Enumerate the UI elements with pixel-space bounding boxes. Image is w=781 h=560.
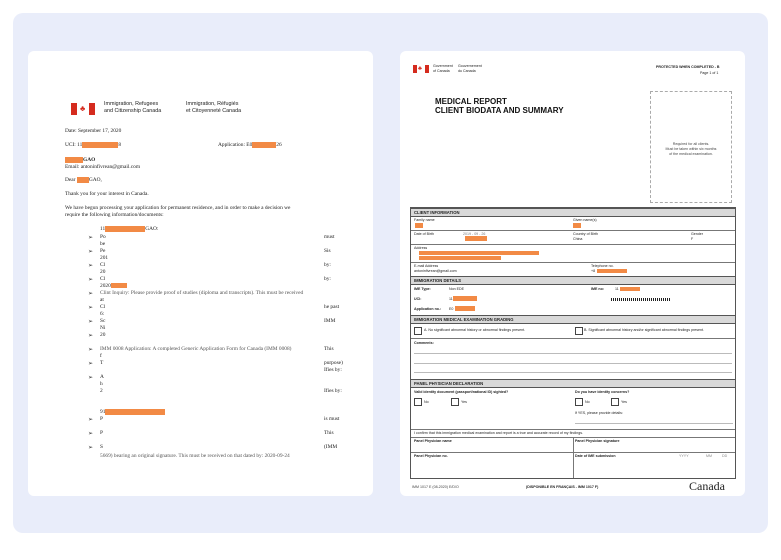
application-no-value: E0: [449, 307, 454, 311]
no-label: No: [585, 400, 590, 404]
list-item: T: [100, 360, 104, 366]
list-item-tail: purpose): [324, 360, 343, 366]
list-item: Cl: [100, 262, 106, 268]
no-label: No: [424, 400, 429, 404]
barcode: [611, 298, 671, 301]
telephone-label: Telephone no.: [591, 264, 614, 268]
list-item: Pe: [100, 248, 106, 254]
grade-a-label: A. No significant abnormal history or abnormal findings present.: [424, 328, 526, 332]
thank-you-line: Thank you for your interest in Canada.: [65, 191, 149, 197]
list-item-tail: Ifies by:: [324, 367, 342, 373]
protected-label: PROTECTED WHEN COMPLETED - B: [656, 65, 720, 69]
list-item: Sc: [100, 318, 106, 324]
grading-header: IMMIGRATION MEDICAL EXAMINATION GRADING: [411, 315, 735, 324]
ime-submission-date-label: Date of IME submission: [575, 454, 616, 458]
form-body: [410, 207, 736, 479]
grade-b-label: B. Significant abnormal history and/or significant abnormal findings present.: [584, 328, 705, 332]
ime-type-value: Non EDE: [449, 287, 464, 291]
country-birth-value: China: [573, 237, 583, 241]
yes-label: Yes: [461, 400, 467, 404]
list-fragment: Ni: [100, 325, 106, 331]
list-item: IMM 0008 Application: A completed Generic Application Form for Canada (IMM 0008): [100, 346, 292, 352]
dob-label: Date of Birth: [414, 232, 434, 236]
ime-no-label: IME no:: [591, 287, 604, 291]
client-info-header: CLIENT INFORMATION: [411, 208, 735, 217]
panel-declaration-header: PANEL PHYSICIAN DECLARATION: [411, 379, 735, 388]
date-format-day: DD: [722, 454, 728, 458]
list-fragment: 2020: [100, 283, 127, 289]
valid-id-yes-checkbox[interactable]: [451, 398, 459, 406]
list-fragment: f: [100, 353, 102, 359]
grade-b-checkbox[interactable]: [575, 327, 583, 335]
page-number: Page 1 of 1: [700, 71, 719, 75]
salutation: Dear GAO,: [65, 177, 102, 184]
canada-flag-icon: ♣: [71, 103, 95, 115]
date-format-year: YYYY: [679, 454, 689, 458]
concerns-no-checkbox[interactable]: [575, 398, 583, 406]
grade-a-checkbox[interactable]: [414, 327, 422, 335]
list-fragment: at: [100, 297, 104, 303]
ime-no-value: 11: [615, 287, 619, 291]
uci-line: UCI: 11 8: [65, 142, 122, 149]
canada-flag-icon: ♣: [413, 65, 429, 73]
email-label: E-mail Address: [414, 264, 439, 268]
list-fragment: be: [100, 241, 106, 247]
valid-id-question: Valid identity document (passport/national ID) sighted?: [414, 390, 509, 394]
dob-value: 2019 - 09 - 26: [463, 232, 486, 236]
yes-label: Yes: [621, 400, 627, 404]
intro-paragraph: We have begun processing your application for permanent residence, and in order to make a decision we require the following information/documents:: [65, 205, 291, 218]
list-fragment: 5669) bearing an original signature. This must be received on that dated by: 2020-09-24: [100, 453, 290, 459]
list-fragment: 20: [100, 332, 106, 338]
agency-name-fr: Immigration, Réfugiés et Citoyenneté Canada: [186, 101, 242, 114]
list-item-tail: must: [324, 234, 335, 240]
physician-no-label: Panel Physician no.: [414, 454, 448, 458]
ircc-letter-page: ♣ Immigration, Refugees and Citizenship Canada Immigration, Réfugiés et Citoyenneté Canada Date: September 17, 2020 UCI: 11 8 Application: E0 26 GAO Email: antoninfivrean@gmail.com Dear GAO, Thank you for your interest in Canada. We have begun processing your application for permanent residence, and in order to make a decision we require the following information/documents: 11 GAO: ➢ Po must be ➢ Pe Sis 201 ➢ Cl by: 20 ➢ Cl by: 2020 ➢ Clint Inquiry: Please provide proof of studies (diploma and transcripts). This must be received at ➢ Cl he past 6: ➢ Sc IMM Ni ➢ 20 ➢ IMM 0008 Application: A completed Generic Application Form for Canada (IMM 0008) This f ➢ T purpose) Ifies by: ➢ A Ifies by: h 2 91 ➢ P is must ➢ P This ➢ S (IMM 5669) bearing an original signature. This must be received on that dated by: 2020-09-24: [28, 51, 373, 496]
gender-value: F: [691, 237, 694, 241]
list-item-tail: he past: [324, 304, 340, 310]
immigration-header: IMMIGRATION DETAILS: [411, 276, 735, 285]
recipient-name: GAO: [65, 157, 95, 163]
list-item: P: [100, 430, 103, 436]
country-birth-label: Country of Birth: [573, 232, 598, 236]
list-fragment: 6:: [100, 311, 105, 317]
concerns-yes-checkbox[interactable]: [611, 398, 619, 406]
recipient-email: Email: antoninfivrean@gmail.com: [65, 164, 141, 170]
list-fragment: 20: [100, 269, 106, 275]
list-item-tail: This: [324, 430, 334, 436]
list-item: Cl: [100, 276, 106, 282]
if-yes-label: If YES, please provide details:: [575, 411, 623, 415]
date-format-month: MM: [706, 454, 712, 458]
physician-signature-label: Panel Physician signature: [575, 439, 620, 443]
medical-report-page: [400, 51, 745, 496]
uci-label: UCI:: [414, 297, 422, 301]
list-fragment: 2: [100, 388, 103, 394]
list-item: Po: [100, 234, 106, 240]
comments-label: Comments:: [414, 341, 434, 345]
list-item: S: [100, 444, 103, 450]
telephone-value: +8: [591, 269, 596, 273]
uci-value: 11: [449, 297, 453, 301]
list-fragment: h: [100, 381, 103, 387]
list-item-tail: Ifies by:: [324, 388, 342, 394]
french-availability-note: (DISPONIBLE EN FRANÇAIS - IMM 1017 F): [526, 485, 599, 489]
application-line: Application: E0 26: [218, 142, 282, 149]
list-item-tail: by:: [324, 276, 331, 282]
list-item: P: [100, 416, 103, 422]
photo-box: Required for all clients. Must be taken within six months of the medical examination.: [650, 91, 732, 203]
email-value: antoninfivrean@gmail.com: [414, 269, 457, 273]
list-item-tail: is must: [324, 416, 340, 422]
identity-concerns-question: Do you have identity concerns?: [575, 390, 630, 394]
physician-name-label: Panel Physician name: [414, 439, 452, 443]
list-item-tail: Sis: [324, 248, 331, 254]
list-item-tail: (IMM: [324, 444, 338, 450]
family-name-label: Family name: [414, 218, 435, 222]
gov-name-en: Government of Canada: [433, 64, 453, 73]
list-item-tail: This: [324, 346, 334, 352]
applicant-line: 11 GAO:: [100, 226, 159, 233]
address-label: Address: [414, 246, 428, 250]
letter-date: Date: September 17, 2020: [65, 128, 122, 134]
form-title: MEDICAL REPORT CLIENT BIODATA AND SUMMARY: [435, 97, 564, 115]
list-item: A: [100, 374, 104, 380]
given-names-label: Given name(s): [573, 218, 597, 222]
document-viewer-background: [13, 13, 768, 533]
list-item: Clint Inquiry: Please provide proof of studies (diploma and transcripts). This must be received: [100, 290, 304, 296]
list-item-tail: by:: [324, 262, 331, 268]
ime-type-label: IME Type:: [414, 287, 431, 291]
application-no-label: Application no.:: [414, 307, 442, 311]
list-fragment: 91: [100, 409, 165, 415]
canada-wordmark: Canada: [689, 479, 725, 493]
list-item-tail: IMM: [324, 318, 336, 324]
list-item: Cl: [100, 304, 106, 310]
list-fragment: 201: [100, 255, 109, 261]
confirmation-statement: I confirm that this immigration medical examination and report is a true and accurate record of my findings.: [414, 431, 583, 435]
agency-name-en: Immigration, Refugees and Citizenship Canada: [104, 101, 162, 114]
gender-label: Gender: [691, 232, 703, 236]
form-code: IMM 1017 E (08-2020) E/D/O: [412, 485, 459, 489]
valid-id-no-checkbox[interactable]: [414, 398, 422, 406]
gov-name-fr: Gouvernement du Canada: [458, 64, 482, 73]
